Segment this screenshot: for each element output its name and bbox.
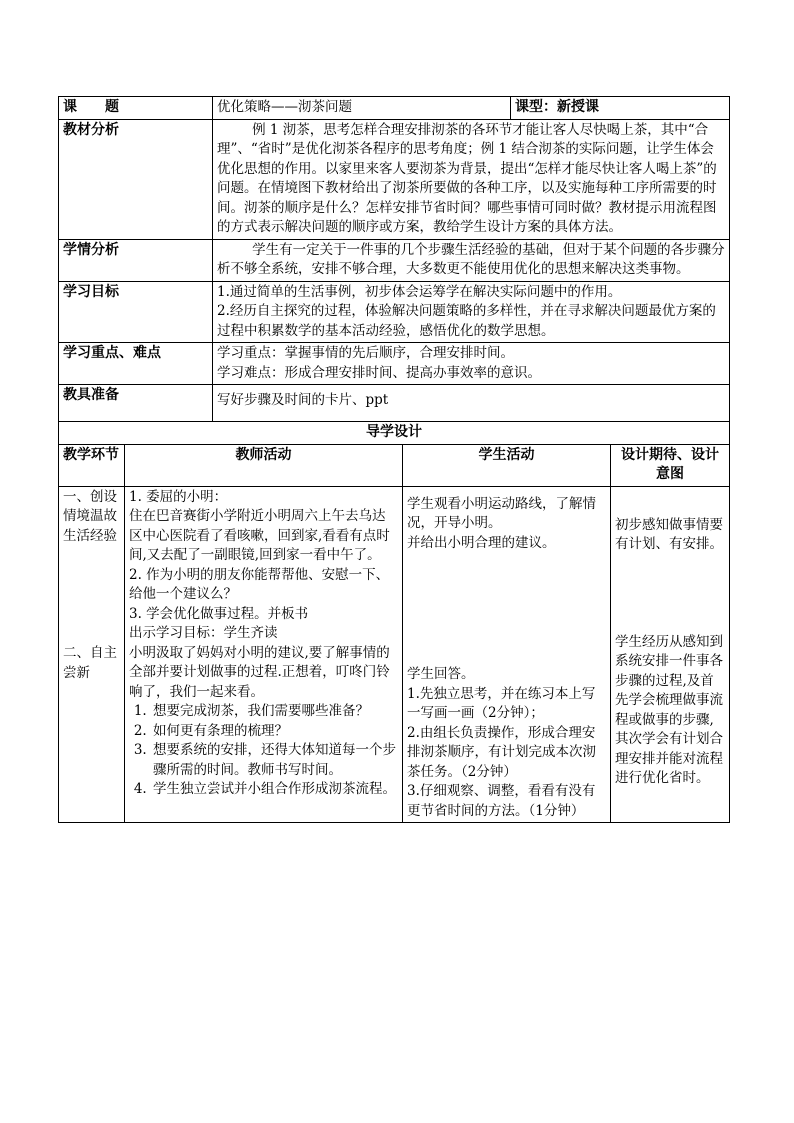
topic-label: 课 题 — [59, 97, 213, 120]
intent-p2: 学生经历从感知到系统安排一件事各步骤的过程,及首先学会梳理做事流程或做事的步骤,其次学会有计划合理安排并能对流程进行优化省时。 — [615, 633, 723, 786]
row-material-analysis — [59, 119, 730, 239]
material-analysis-text: 例 1 沏茶，思考怎样合理安排沏茶的各环节才能让客人尽快喝上茶，其中“合理”、“省时”是优化沏茶各程序的思考角度；例 1 结合沏茶的实际问题，让学生体会优化思想的作用。以家里来客人要沏茶为背景，提出“怎样才能尽快让客人喝上茶”的问题。在情境图下教材给出了沏茶所要做的各种工序，以及实施每种工序所需要的时间。沏茶的顺序是什么？怎样安排节省时间？哪些事情可同时做？教材提示用流程图的方式表示解决问题的顺序或方案，教给学生设计方案的具体方法。 — [217, 121, 717, 235]
teacher-p6: 小明汲取了妈妈对小明的建议,要了解事情的全部并要计划做事的过程.正想着，叮咚门铃响了，我们一起来看。 — [129, 644, 390, 700]
lesson-type: 课型：新授课 — [511, 97, 730, 120]
guide-design-table — [58, 421, 730, 823]
teacher-p2: 住在巴音赛街小学附近小明周六上午去乌达区中心医院看了看咳嗽，回到家,看看有点时间,又去配了一副眼镜,回到家一看中午了。 — [129, 508, 390, 563]
teaching-aids-label: 教具准备 — [59, 385, 213, 422]
stage-cell — [59, 486, 125, 823]
student-p4: 1.先独立思考，并在练习本上写一写画一画（2分钟）； — [407, 685, 596, 721]
teacher-p4: 3. 学会优化做事过程。并板书 — [129, 605, 309, 622]
student-analysis-label: 学情分析 — [59, 239, 213, 281]
guide-body-row — [59, 486, 730, 823]
intent-cell — [611, 486, 730, 823]
goal-item: 1.通过简单的生活事例，初步体会运筹学在解决实际问题中的作用。 — [217, 283, 622, 300]
row-topic — [59, 97, 730, 120]
header-stage: 教学环节 — [59, 444, 125, 486]
material-analysis-cell — [213, 119, 730, 239]
student-p3: 学生回答。 — [407, 666, 475, 682]
row-key-points — [59, 343, 730, 385]
guide-design-title: 导学设计 — [59, 422, 730, 445]
key-points-label: 学习重点、难点 — [59, 343, 213, 385]
student-p5: 2.由组长负责操作，形成合理安排沏茶顺序，有计划完成本次沏茶任务。（2分钟） — [407, 724, 596, 780]
learning-goals-label: 学习目标 — [59, 281, 213, 343]
topic-value: 优化策略——沏茶问题 — [213, 97, 511, 120]
teacher-question: 4. 学生独立尝试并小组合作形成沏茶流程。 — [151, 780, 398, 800]
teacher-question: 3. 想要系统的安排，还得大体知道每一个步骤所需的时间。教师书写时间。 — [151, 741, 398, 780]
student-p1: 学生观看小明运动路线，了解情况，开导小明。 — [407, 495, 596, 531]
teacher-question: 1. 想要完成沏茶，我们需要哪些准备？ — [151, 702, 398, 722]
stage-1: 一、创设情境温故生活经验 — [63, 488, 117, 544]
teacher-question-list — [129, 702, 398, 800]
teaching-aids-value: 写好步骤及时间的卡片、ppt — [213, 385, 730, 422]
student-analysis-text: 学生有一定关于一件事的几个步骤生活经验的基础，但对于某个问题的各步骤分析不够全系统，安排不够合理，大多数更不能使用优化的思想来解决这类事物。 — [217, 241, 725, 277]
learning-goals-cell — [213, 281, 730, 343]
student-activity-cell — [403, 486, 611, 823]
key-point: 学习重点：掌握事情的先后顺序，合理安排时间。 — [217, 345, 514, 361]
teacher-p3: 2. 作为小明的朋友你能帮帮他、安慰一下、给他一个建议么？ — [129, 566, 390, 602]
goal-item: 2.经历自主探究的过程，体验解决问题策略的多样性，并在寻求解决问题最优方案的过程中积累数学的基本活动经验，感悟优化的数学思想。 — [217, 303, 716, 339]
lesson-plan — [58, 96, 729, 823]
guide-title-row — [59, 422, 730, 445]
key-points-cell — [213, 343, 730, 385]
material-analysis-label: 教材分析 — [59, 119, 213, 239]
teacher-p5: 出示学习目标：学生齐读 — [129, 625, 278, 641]
guide-header-row — [59, 444, 730, 486]
header-teacher: 教师活动 — [125, 444, 403, 486]
lesson-info-table — [58, 96, 730, 422]
stage-2: 二、自主尝新 — [63, 645, 117, 681]
teacher-p1: 1. 委屈的小明： — [129, 488, 228, 505]
row-teaching-aids — [59, 385, 730, 422]
student-p2: 并给出小明合理的建议。 — [407, 534, 556, 551]
teacher-activity-cell — [125, 486, 403, 823]
difficult-point: 学习难点：形成合理安排时间、提高办事效率的意识。 — [217, 364, 541, 381]
intent-p1: 初步感知做事情要有计划、有安排。 — [615, 516, 723, 552]
header-student: 学生活动 — [403, 444, 611, 486]
row-student-analysis — [59, 239, 730, 281]
teacher-question: 2. 如何更有条理的梳理？ — [151, 722, 398, 742]
student-analysis-cell — [213, 239, 730, 281]
row-learning-goals — [59, 281, 730, 343]
header-intent: 设计期待、设计意图 — [611, 444, 730, 486]
student-p6: 3.仔细观察、调整，看看有没有更节省时间的方法。（1分钟） — [407, 783, 596, 819]
